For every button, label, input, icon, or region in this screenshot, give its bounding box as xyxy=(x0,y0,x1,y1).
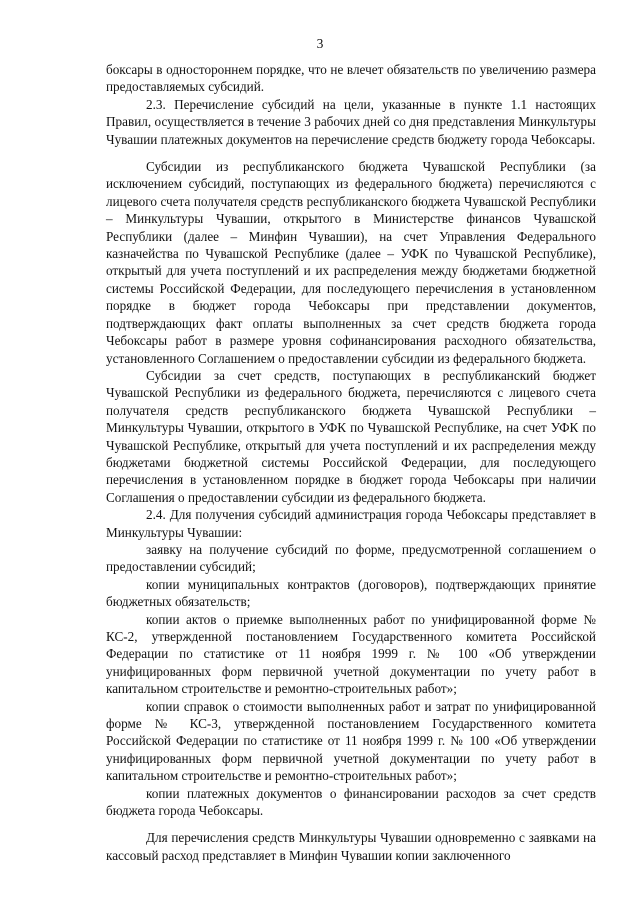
paragraph-republic-subsidies: Субсидии из республиканского бюджета Чувашской Республики (за исключением субсидий, поступающих из федерального бюджета) перечисляются с лицевого счета получателя средств республиканского бюджета Чувашской Республики – Минкультуры Чувашии, открытого в Министерстве финансов Чувашской Республики (далее – Минфин Чувашии), на счет Управления Федерального казначейства по Чувашской Республике (далее – УФК по Чувашской Республике), открытый для учета поступлений и их распределения между бюджетами бюджетной системы Российской Федерации, для последующего перечисления в установленном порядке в бюджет города Чебоксары при представлении документов, подтверждающих факт оплаты выполненных за счет средств бюджета города Чебоксары работ в размере уровня софинансирования расходного обязательства, установленного Соглашением о предоставлении субсидии из федерального бюджета. xyxy=(106,159,596,366)
list-item-ks2-acts: копии актов о приемке выполненных работ по унифицированной форме № КС-2, утвержденной постановлением Государственного комитета Российской Федерации по статистике от 11 ноября 1999 г. № 100 «Об утверждении унифицированных форм первичной учетной документации по учету работ в капитальном строительстве и ремонтно-строительных работ»; xyxy=(106,611,596,697)
list-item-contracts: копии муниципальных контрактов (договоров), подтверждающих принятие бюджетных обязательств; xyxy=(106,576,596,610)
list-item-application: заявку на получение субсидий по форме, предусмотренной соглашением о предоставлении субсидий; xyxy=(106,541,596,575)
paragraph-continuation: боксары в одностороннем порядке, что не влечет обязательств по увеличению размера предоставляемых субсидий. xyxy=(106,62,596,95)
page-number: 3 xyxy=(316,36,324,51)
paragraph-2-3: 2.3. Перечисление субсидий на цели, указанные в пункте 1.1 настоящих Правил, осуществляется в течение 3 рабочих дней со дня представления Минкультуры Чувашии платежных документов на перечисление средств бюджету города Чебоксары. xyxy=(106,96,596,147)
paragraph-federal-subsidies: Субсидии за счет средств, поступающих в республиканский бюджет Чувашской Республики из федерального бюджета, перечисляются с лицевого счета получателя средств республиканского бюджета Чувашской Республики – Минкультуры Чувашии, открытого в УФК по Чувашской Республике, на счет УФК по Чувашской Республике, открытый для учета поступлений и их распределения между бюджетами бюджетной системы Российской Федерации, для последующего перечисления в установленном порядке в бюджет города Чебоксары при наличии Соглашения о предоставлении субсидии из федерального бюджета. xyxy=(106,367,596,505)
list-item-payment-documents: копии платежных документов о финансировании расходов за счет средств бюджета города Чебоксары. xyxy=(106,785,596,819)
list-item-ks3-certificates: копии справок о стоимости выполненных работ и затрат по унифицированной форме № КС-3, утвержденной постановлением Государственного комитета Российской Федерации по статистике от 11 ноября 1999 г. № 100 «Об утверждении унифицированных форм первичной учетной документации по учету работ в капитальном строительстве и ремонтно-строительных работ»; xyxy=(106,698,596,784)
document-body xyxy=(106,61,596,864)
paragraph-final: Для перечисления средств Минкультуры Чувашии одновременно с заявками на кассовый расход представляет в Минфин Чувашии копии заключенного xyxy=(106,830,596,863)
paragraph-2-4: 2.4. Для получения субсидий администрация города Чебоксары представляет в Минкультуры Чувашии: xyxy=(106,507,596,540)
